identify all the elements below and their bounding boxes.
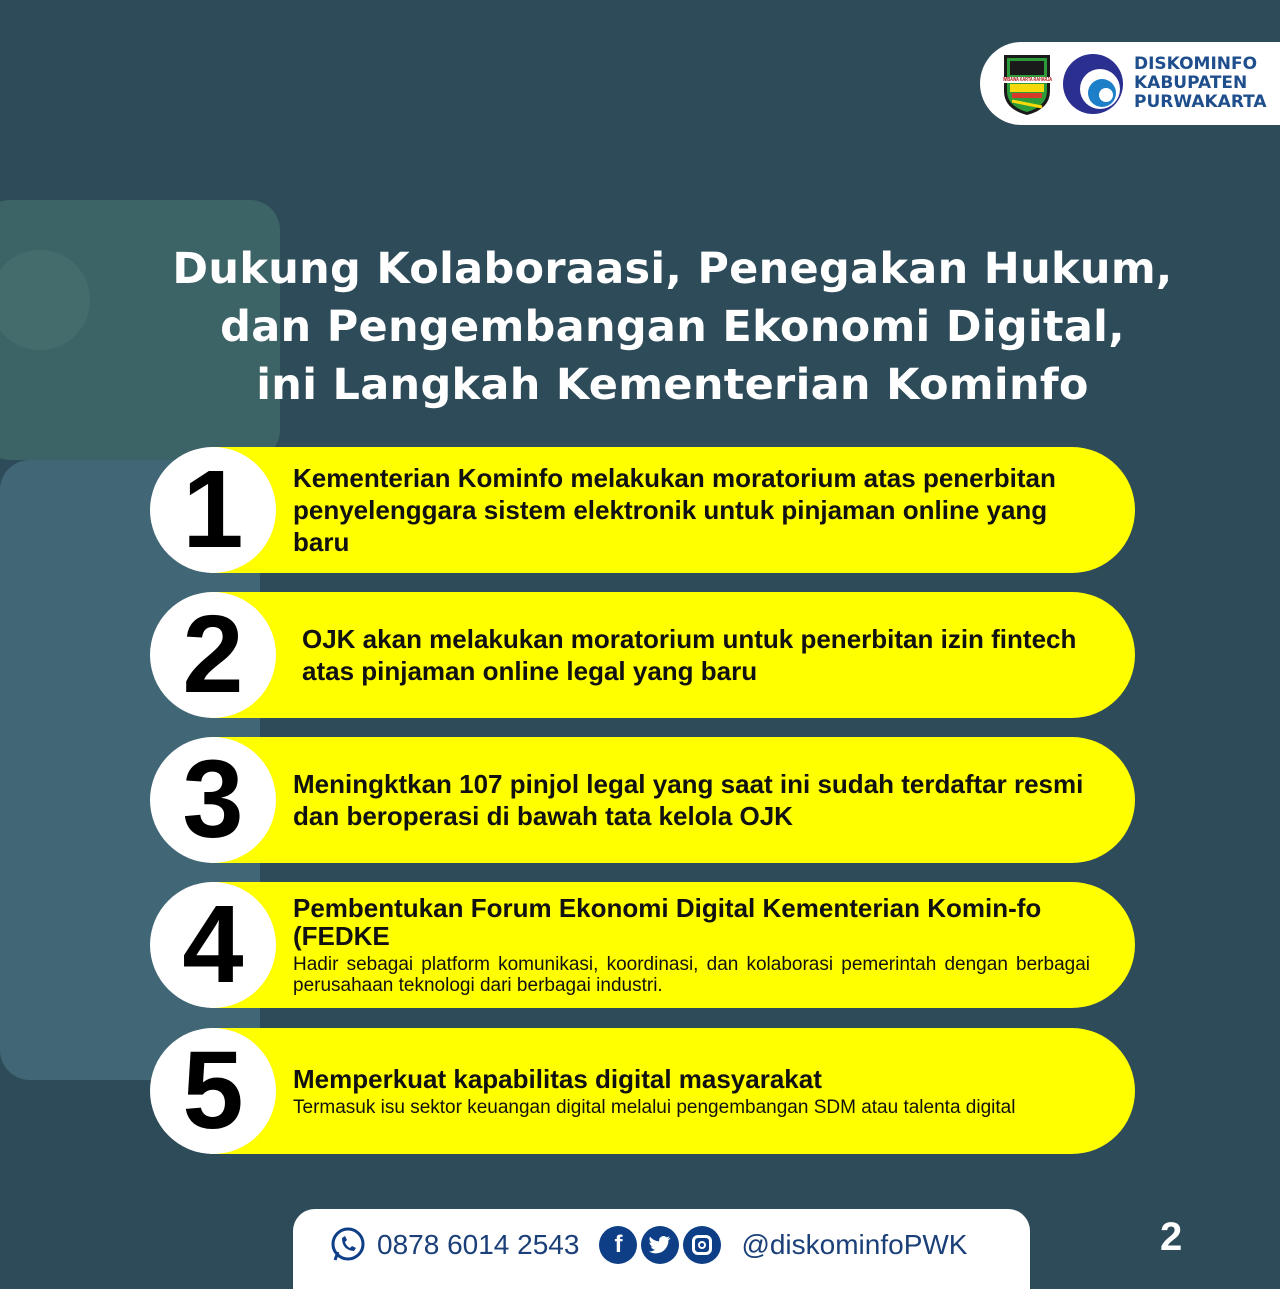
- step-main-text: Kementerian Kominfo melakukan moratorium atas penerbitan penyelenggara sistem elektronik untuk pinjaman online yang baru: [293, 463, 1056, 557]
- purwakarta-crest: [1002, 51, 1052, 117]
- step-text: [293, 1028, 1090, 1154]
- social-handle: @diskominfoPWK: [741, 1229, 968, 1260]
- step-sub-text: Hadir sebagai platform komunikasi, koordinasi, dan kolaborasi pemerintah dengan berbagai perusahaan teknologi dari berbagai industri.: [293, 954, 1090, 996]
- step-item: [150, 882, 1135, 1008]
- step-text: [293, 737, 1090, 863]
- twitter-icon[interactable]: [641, 1226, 679, 1264]
- step-number: 2: [150, 592, 276, 718]
- whatsapp-icon: [329, 1226, 367, 1264]
- step-number: 3: [150, 737, 276, 863]
- step-text: [293, 882, 1090, 1008]
- page-number: 2: [1160, 1215, 1183, 1259]
- step-main-text: OJK akan melakukan moratorium untuk penerbitan izin fintech atas pinjaman online legal yang baru: [302, 624, 1077, 686]
- kominfo-logo-icon: [1062, 53, 1124, 115]
- step-text: [293, 447, 1090, 573]
- step-item: [150, 737, 1135, 863]
- page-title: Dukung Kolaboraasi, Penegakan Hukum, dan Pengembangan Ekonomi Digital, ini Langkah Kementerian Kominfo: [172, 244, 1173, 410]
- contact-footer: [293, 1209, 1030, 1289]
- purwakarta-crest-icon: [1002, 51, 1052, 117]
- step-item: [150, 1028, 1135, 1154]
- step-item: [150, 592, 1135, 718]
- diskominfo-logo: [980, 42, 1280, 125]
- step-text: [302, 592, 1090, 718]
- org-name: DISKOMINFO KABUPATEN PURWAKARTA: [1134, 54, 1267, 112]
- step-item: [150, 447, 1135, 573]
- step-number: 5: [150, 1028, 276, 1154]
- step-main-text: Meningktkan 107 pinjol legal yang saat ini sudah terdaftar resmi dan beroperasi di bawah tata kelola OJK: [293, 769, 1084, 831]
- facebook-icon[interactable]: f: [599, 1226, 637, 1264]
- step-sub-text: Termasuk isu sektor keuangan digital melalui pengembangan SDM atau talenta digital: [293, 1096, 1016, 1118]
- step-main-text: Memperkuat kapabilitas digital masyarakat: [293, 1063, 822, 1094]
- phone-number: 0878 6014 2543: [377, 1229, 580, 1260]
- step-number: 1: [150, 447, 276, 573]
- social-icons: [599, 1226, 721, 1264]
- instagram-icon[interactable]: [683, 1226, 721, 1264]
- step-main-text: Pembentukan Forum Ekonomi Digital Kementerian Komin-fo (FEDKE: [293, 893, 1042, 951]
- crest-motto: WIBAWA KARTA RAHARJA: [1002, 76, 1053, 83]
- step-number: 4: [150, 882, 276, 1008]
